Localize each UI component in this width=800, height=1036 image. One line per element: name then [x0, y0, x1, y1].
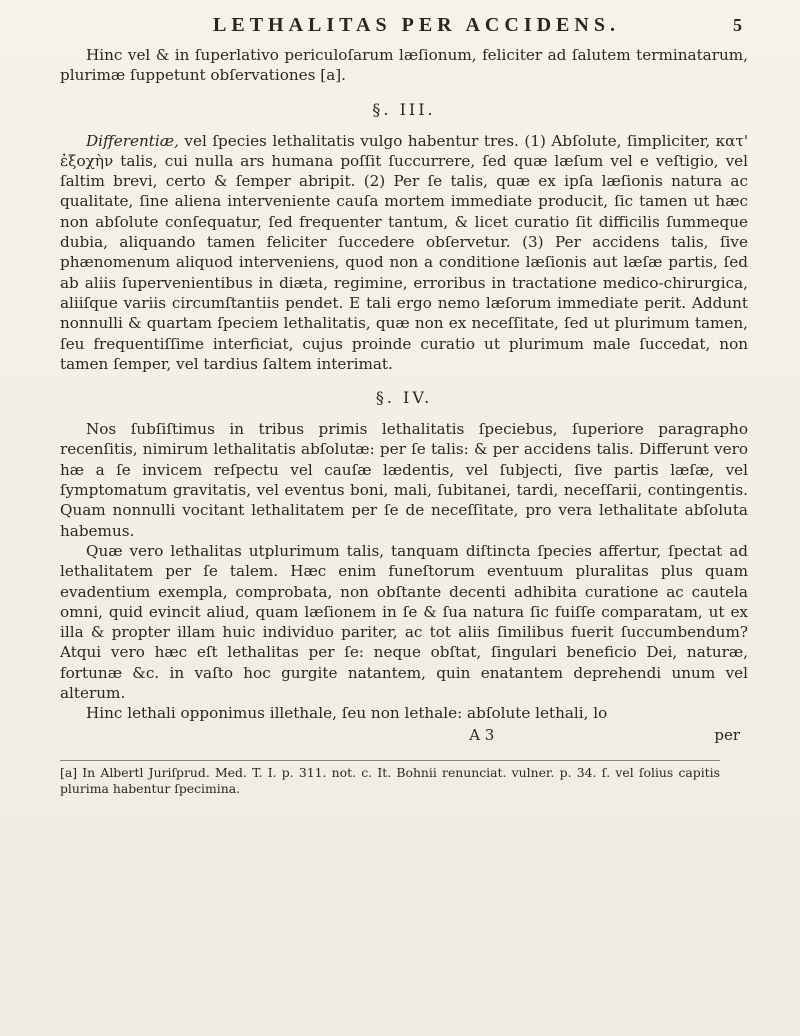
differentiae-term: Differentiæ, — [86, 131, 179, 150]
signature-mark: A 3 — [469, 725, 495, 744]
paragraph-4-1: Nos ſubſiſtimus in tribus primis lethalitatis ſpeciebus, ſuperiore paragrapho recenſitis, nimirum lethalitatis abſolutæ: per ſe talis: & per accidens talis. Differunt vero hæ a ſe invicem reſpectu vel cauſæ lædentis, vel ſubjecti, ſive partis læſæ, vel ſymptomatum gravitatis, vel eventus boni, mali, ſubitanei, tardi, neceſſarii, contingentis. Quam nonnulli vocitant lethalitatem per ſe de neceſſitate, pro vera lethalitate abſoluta habemus. — [60, 420, 748, 540]
paragraph-4-3: Hinc lethali opponimus illethale, ſeu non lethale: abſolute lethali, lo — [86, 704, 608, 723]
footnotes — [60, 760, 720, 797]
intro-paragraph: Hinc vel & in ſuperlativo periculoſarum læſionum, feliciter ad ſalutem terminatarum, plurimæ ſuppetunt obſervationes [a]. — [60, 46, 748, 85]
section-heading-3: §. III. — [372, 99, 436, 119]
paragraph-3-1 — [60, 131, 748, 375]
paragraph-4-2: Quæ vero lethalitas utplurimum talis, tanquam diſtincta ſpecies affertur, ſpectat ad lethalitatem per ſe talem. Hæc enim funeſtorum eventuum pluralitas plus quam evadentium exempla, comprobata, non obſtante decenti adhibita curatione ac cautela omni, quid evincit aliud, quam læſionem in ſe & ſua natura ſic fuiſſe comparatam, ut ex illa & propter illam huic individuo pariter, ac tot aliis ſimilibus fuerit ſuccumbendum? Atqui vero hæc eſt lethalitas per ſe: neque obſtat, ſingulari beneficio Dei, naturæ, fortunæ &c. in vaſto hoc gurgite natantem, quin enatantem deprehendi unum vel alterum. — [60, 541, 748, 703]
running-title: LETHALITAS PER ACCIDENS. — [213, 14, 620, 36]
signature-line — [60, 726, 740, 744]
catchword: per — [714, 725, 740, 744]
section-heading-4: §. IV. — [375, 388, 433, 408]
running-head — [100, 14, 748, 37]
footnote-a: [a] In Albertl Juriſprud. Med. T. I. p. 311. not. c. It. Bohnii renunciat. vulner. p. 34. ſ. vel ſolius capitis plurima habentur ſpecimina. — [60, 764, 720, 796]
page-number: 5 — [733, 15, 742, 35]
paragraph-3-1-text: vel ſpecies lethalitatis vulgo habentur tres. (1) Abſolute, ſimpliciter, κατ' ἐξοχὴν talis, cui nulla ars humana poſſit ſuccurrere, ſed quæ læſum vel e veſtigio, vel ſaltim brevi, certo & ſemper abripit. (2) Per ſe talis, quæ ex ipſa læſionis natura ac qualitate, ſine aliena interveniente cauſa mortem immediate producit, ſic tamen ut hæc non abſolute conſequatur, ſed frequenter tantum, & licet curatio ſit difficilis ſummeque dubia, aliquando tamen feliciter ſuccedere obſervetur. (3) Per accidens talis, ſive phænomenum aliquod interveniens, quod non a conditione læſionis aut læſæ partis, ſed ab aliis ſupervenientibus in diæta, regimine, erroribus in tractatione medico-chirurgica, aliiſque variis circumſtantiis pendet. E tali ergo nemo læſorum immediate perit. Addunt nonnulli & quartam ſpeciem lethalitatis, quæ non ex neceſſitate, ſed ut plurimum tamen, ſeu frequentiſſime interficiat, cujus proinde curatio ut plurimum male ſuccedat, non tamen ſemper, vel tardius ſaltem interimat. — [60, 131, 748, 373]
